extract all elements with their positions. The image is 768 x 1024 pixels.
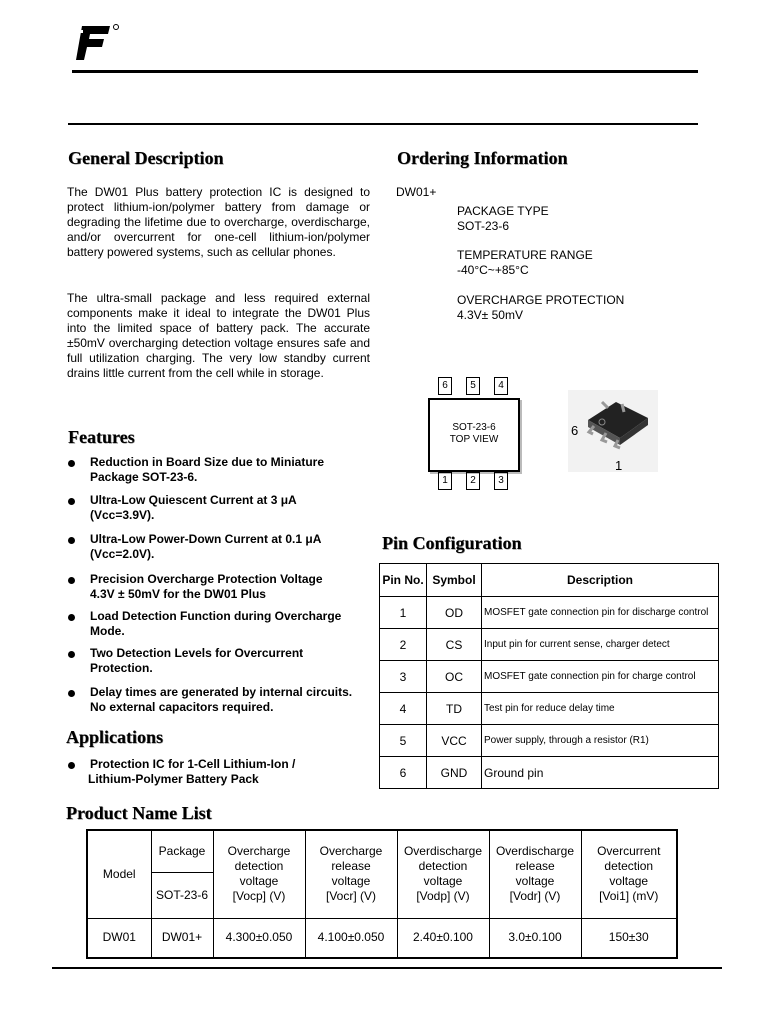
col-overcurrent-detection	[581, 830, 677, 918]
general-description-paragraph-2: The ultra-small package and less required external components make it ideal to integrate the DW01 Plus into the limited space of battery pack. The accurate ±50mV overcharging detection voltage ensures safe and full utilization charging. The very low standby current drains little current from the cell while in storage.	[67, 291, 370, 380]
pin-number: 5	[380, 725, 427, 757]
feature-line1: Reduction in Board Size due to Miniature	[90, 455, 325, 469]
pin-configuration-heading: Pin Configuration	[382, 533, 522, 553]
pin-label-4: 4	[494, 377, 508, 395]
feature-line2: Package SOT-23-6.	[90, 470, 198, 484]
col4-line1: Overdischarge	[495, 844, 575, 859]
col-overcharge-release	[305, 830, 397, 918]
package-label-line1: SOT-23-6	[452, 422, 496, 433]
col2-line4: [Vocr] (V)	[325, 889, 376, 904]
feature-item	[68, 685, 368, 715]
col3-line4: [Vodp] (V)	[416, 889, 470, 904]
col5-line4: [Voi1] (mV)	[599, 889, 659, 904]
pin-symbol: OC	[427, 661, 482, 693]
col4-line3: voltage	[515, 874, 555, 889]
chip-pin1-label: 1	[615, 458, 623, 473]
company-logo	[76, 22, 120, 62]
col5-line1: Overcurrent	[597, 844, 661, 859]
header-symbol: Symbol	[427, 564, 482, 597]
pin-row	[380, 693, 719, 725]
feature-line2: (Vcc=2.0V).	[90, 547, 155, 561]
package-body	[428, 398, 520, 472]
feature-line1: Ultra-Low Quiescent Current at 3 μA	[90, 493, 297, 507]
footer-rule	[52, 967, 722, 969]
pin-symbol: VCC	[427, 725, 482, 757]
pin-label-5: 5	[466, 377, 480, 395]
model-cell: DW01	[87, 918, 151, 958]
ordering-part-number: DW01+	[396, 185, 437, 199]
col-overcharge-detection	[213, 830, 305, 918]
pin-symbol: GND	[427, 757, 482, 789]
col3-line2: detection	[418, 859, 468, 874]
feature-item	[68, 572, 368, 602]
feature-line2: 4.3V ± 50mV for the DW01 Plus	[90, 587, 266, 601]
pin-description: Input pin for current sense, charger detect	[482, 629, 719, 661]
bullet-icon	[68, 690, 75, 697]
vodr-cell: 3.0±0.100	[489, 918, 581, 958]
feature-item	[68, 455, 368, 485]
header-description: Description	[482, 564, 719, 597]
col4-line2: release	[515, 859, 555, 874]
col5-line3: voltage	[609, 874, 649, 889]
bullet-icon	[68, 762, 75, 769]
product-name-table	[86, 829, 678, 959]
package-label-line2: TOP VIEW	[449, 434, 499, 445]
pin-number: 2	[380, 629, 427, 661]
pin-description: MOSFET gate connection pin for discharge control	[482, 597, 719, 629]
pin-label-6: 6	[438, 377, 452, 395]
pin-label-1: 1	[438, 472, 452, 490]
pin-row	[380, 661, 719, 693]
bullet-icon	[68, 537, 75, 544]
col3-line3: voltage	[423, 874, 463, 889]
pin-symbol: OD	[427, 597, 482, 629]
top-rule	[72, 70, 698, 73]
applications-heading: Applications	[66, 727, 164, 747]
col-overdischarge-detection	[397, 830, 489, 918]
pin-row	[380, 725, 719, 757]
feature-line2: No external capacitors required.	[90, 700, 274, 714]
pin-description: Test pin for reduce delay time	[482, 693, 719, 725]
pin-table-header	[380, 564, 719, 597]
pin-symbol: CS	[427, 629, 482, 661]
col1-line2: detection	[234, 859, 284, 874]
bullet-icon	[68, 577, 75, 584]
vocp-cell: 4.300±0.050	[213, 918, 305, 958]
col1-line1: Overcharge	[227, 844, 291, 859]
voi1-cell: 150±30	[581, 918, 677, 958]
product-row	[87, 918, 677, 958]
col1-line4: [Vocp] (V)	[232, 889, 286, 904]
pin-configuration-table	[379, 563, 719, 789]
feature-line2: Mode.	[90, 624, 125, 638]
temperature-range-label: TEMPERATURE RANGE	[457, 248, 593, 262]
feature-line1: Two Detection Levels for Overcurrent	[90, 646, 304, 660]
product-name-list-heading: Product Name List	[66, 803, 212, 823]
temperature-range-value: -40°C~+85°C	[457, 263, 529, 277]
col2-line3: voltage	[331, 874, 371, 889]
feature-item	[68, 646, 368, 676]
application-item	[68, 757, 368, 787]
pin-description: MOSFET gate connection pin for charge control	[482, 661, 719, 693]
package-header: Package	[151, 830, 213, 872]
col1-line3: voltage	[239, 874, 279, 889]
pin-description: Ground pin	[482, 757, 719, 789]
col5-line2: detection	[604, 859, 654, 874]
feature-line1: Ultra-Low Power-Down Current at 0.1 μA	[90, 532, 322, 546]
col4-line4: [Vodr] (V)	[509, 889, 561, 904]
vocr-cell: 4.100±0.050	[305, 918, 397, 958]
ordering-information-heading: Ordering Information	[397, 148, 568, 168]
model-header: Model	[87, 830, 151, 918]
pin-row	[380, 757, 719, 789]
header-rule	[68, 123, 698, 125]
pin-label-3: 3	[494, 472, 508, 490]
package-type-value: SOT-23-6	[457, 219, 510, 233]
pin-number: 4	[380, 693, 427, 725]
col-overdischarge-release	[489, 830, 581, 918]
pin-label-2: 2	[466, 472, 480, 490]
col3-line1: Overdischarge	[403, 844, 483, 859]
feature-line1: Delay times are generated by internal circuits.	[90, 685, 353, 699]
package-type-cell: SOT-23-6	[151, 872, 213, 918]
overcharge-protection-label: OVERCHARGE PROTECTION	[457, 293, 625, 307]
chip-illustration	[568, 390, 658, 472]
pin-row	[380, 597, 719, 629]
pin-symbol: TD	[427, 693, 482, 725]
feature-line1: Precision Overcharge Protection Voltage	[90, 572, 323, 586]
pin-number: 1	[380, 597, 427, 629]
application-line1: Protection IC for 1-Cell Lithium-Ion /	[90, 757, 296, 771]
bullet-icon	[68, 651, 75, 658]
feature-line2: (Vcc=3.9V).	[90, 508, 155, 522]
pin-description: Power supply, through a resistor (R1)	[482, 725, 719, 757]
bullet-icon	[68, 614, 75, 621]
general-description-paragraph-1: The DW01 Plus battery protection IC is designed to protect lithium-ion/polymer battery from damage or degrading the lifetime due to overcharge, overdischarge, and/or overcurrent for one-cell lithium-ion/polymer battery powered systems, such as cellular phones.	[67, 185, 370, 259]
package-cell: DW01+	[151, 918, 213, 958]
features-heading: Features	[68, 427, 135, 447]
bullet-icon	[68, 460, 75, 467]
col2-line1: Overcharge	[319, 844, 383, 859]
feature-line2: Protection.	[90, 661, 153, 675]
package-type-label: PACKAGE TYPE	[457, 204, 549, 218]
vodp-cell: 2.40±0.100	[397, 918, 489, 958]
general-description-heading: General Description	[68, 148, 224, 168]
pin-row	[380, 629, 719, 661]
feature-item	[68, 609, 368, 639]
chip-pin6-label: 6	[571, 423, 579, 438]
col2-line2: release	[331, 859, 371, 874]
application-line2: Lithium-Polymer Battery Pack	[88, 772, 259, 786]
feature-item	[68, 532, 368, 562]
feature-line1: Load Detection Function during Overcharge	[90, 609, 342, 623]
overcharge-protection-value: 4.3V± 50mV	[457, 308, 523, 322]
header-pin-no: Pin No.	[380, 564, 427, 597]
pin-number: 6	[380, 757, 427, 789]
feature-item	[68, 493, 368, 523]
pin-number: 3	[380, 661, 427, 693]
bullet-icon	[68, 498, 75, 505]
